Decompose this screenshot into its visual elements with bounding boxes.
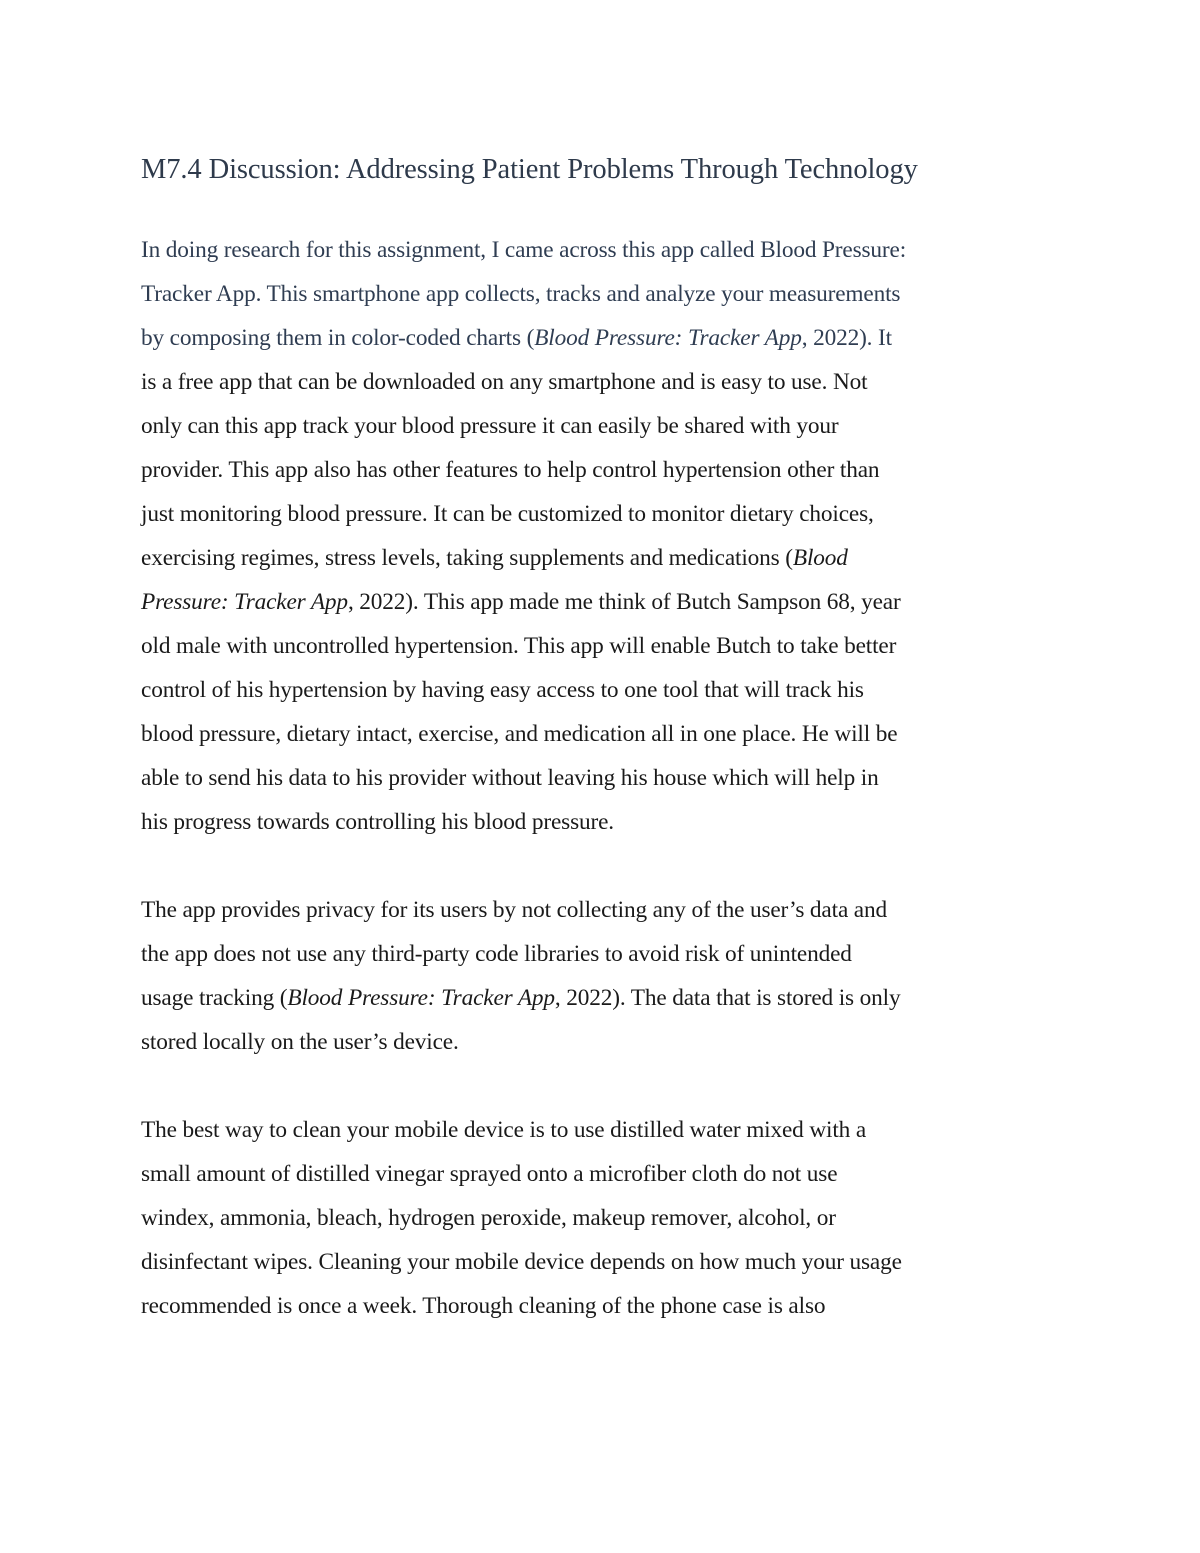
paragraph-cleaning	[141, 1108, 1061, 1328]
text-line-citation	[141, 976, 1061, 1020]
text-line: old male with uncontrolled hypertension. This app will enable Butch to take better	[141, 633, 897, 659]
line-text: exercising regimes, stress levels, taking supplements and medications (	[141, 545, 793, 571]
line-text: by composing them in color-coded charts (	[141, 325, 535, 351]
text-line: blood pressure, dietary intact, exercise, and medication all in one place. He will be	[141, 721, 898, 747]
citation-title: Pressure: Tracker App	[141, 589, 348, 615]
text-line: the app does not use any third-party code libraries to avoid risk of unintended	[141, 941, 852, 967]
text-line-citation	[141, 536, 1061, 580]
text-line: recommended is once a week. Thorough cleaning of the phone case is also	[141, 1293, 826, 1319]
text-line: small amount of distilled vinegar sprayed onto a microfiber cloth do not use	[141, 1161, 838, 1187]
text-line: provider. This app also has other features to help control hypertension other than	[141, 457, 880, 483]
text-line: only can this app track your blood pressure it can easily be shared with your	[141, 413, 839, 439]
text-line: his progress towards controlling his blood pressure.	[141, 809, 614, 835]
line-text: , 2022). The data that is stored is only	[554, 985, 901, 1011]
text-line: Tracker App. This smartphone app collects, tracks and analyze your measurements	[141, 281, 901, 307]
document-title: M7.4 Discussion: Addressing Patient Problems Through Technology	[141, 154, 918, 185]
text-line-citation	[141, 580, 1061, 624]
text-line: just monitoring blood pressure. It can be customized to monitor dietary choices,	[141, 501, 874, 527]
text-line: is a free app that can be downloaded on any smartphone and is easy to use. Not	[141, 369, 868, 395]
text-line: disinfectant wipes. Cleaning your mobile device depends on how much your usage	[141, 1249, 902, 1275]
citation-title: Blood Pressure: Tracker App	[287, 985, 555, 1011]
text-line: stored locally on the user’s device.	[141, 1029, 459, 1055]
text-line: The app provides privacy for its users by not collecting any of the user’s data and	[141, 897, 887, 923]
document-body	[141, 150, 1061, 1328]
text-line-citation	[141, 316, 1061, 360]
text-line: The best way to clean your mobile device is to use distilled water mixed with a	[141, 1117, 867, 1143]
citation-title: Blood Pressure: Tracker App	[534, 325, 802, 351]
text-line: control of his hypertension by having easy access to one tool that will track his	[141, 677, 864, 703]
paragraph-app-overview	[141, 228, 1061, 844]
text-line: windex, ammonia, bleach, hydrogen peroxide, makeup remover, alcohol, or	[141, 1205, 836, 1231]
text-line: able to send his data to his provider without leaving his house which will help in	[141, 765, 879, 791]
text-line: In doing research for this assignment, I came across this app called Blood Pressure:	[141, 237, 907, 263]
paragraph-privacy	[141, 888, 1061, 1064]
citation-title: Blood	[792, 545, 848, 571]
line-text: usage tracking (	[141, 985, 288, 1011]
line-text: , 2022). This app made me think of Butch Sampson 68, year	[347, 589, 901, 615]
line-text: , 2022). It	[801, 325, 892, 351]
